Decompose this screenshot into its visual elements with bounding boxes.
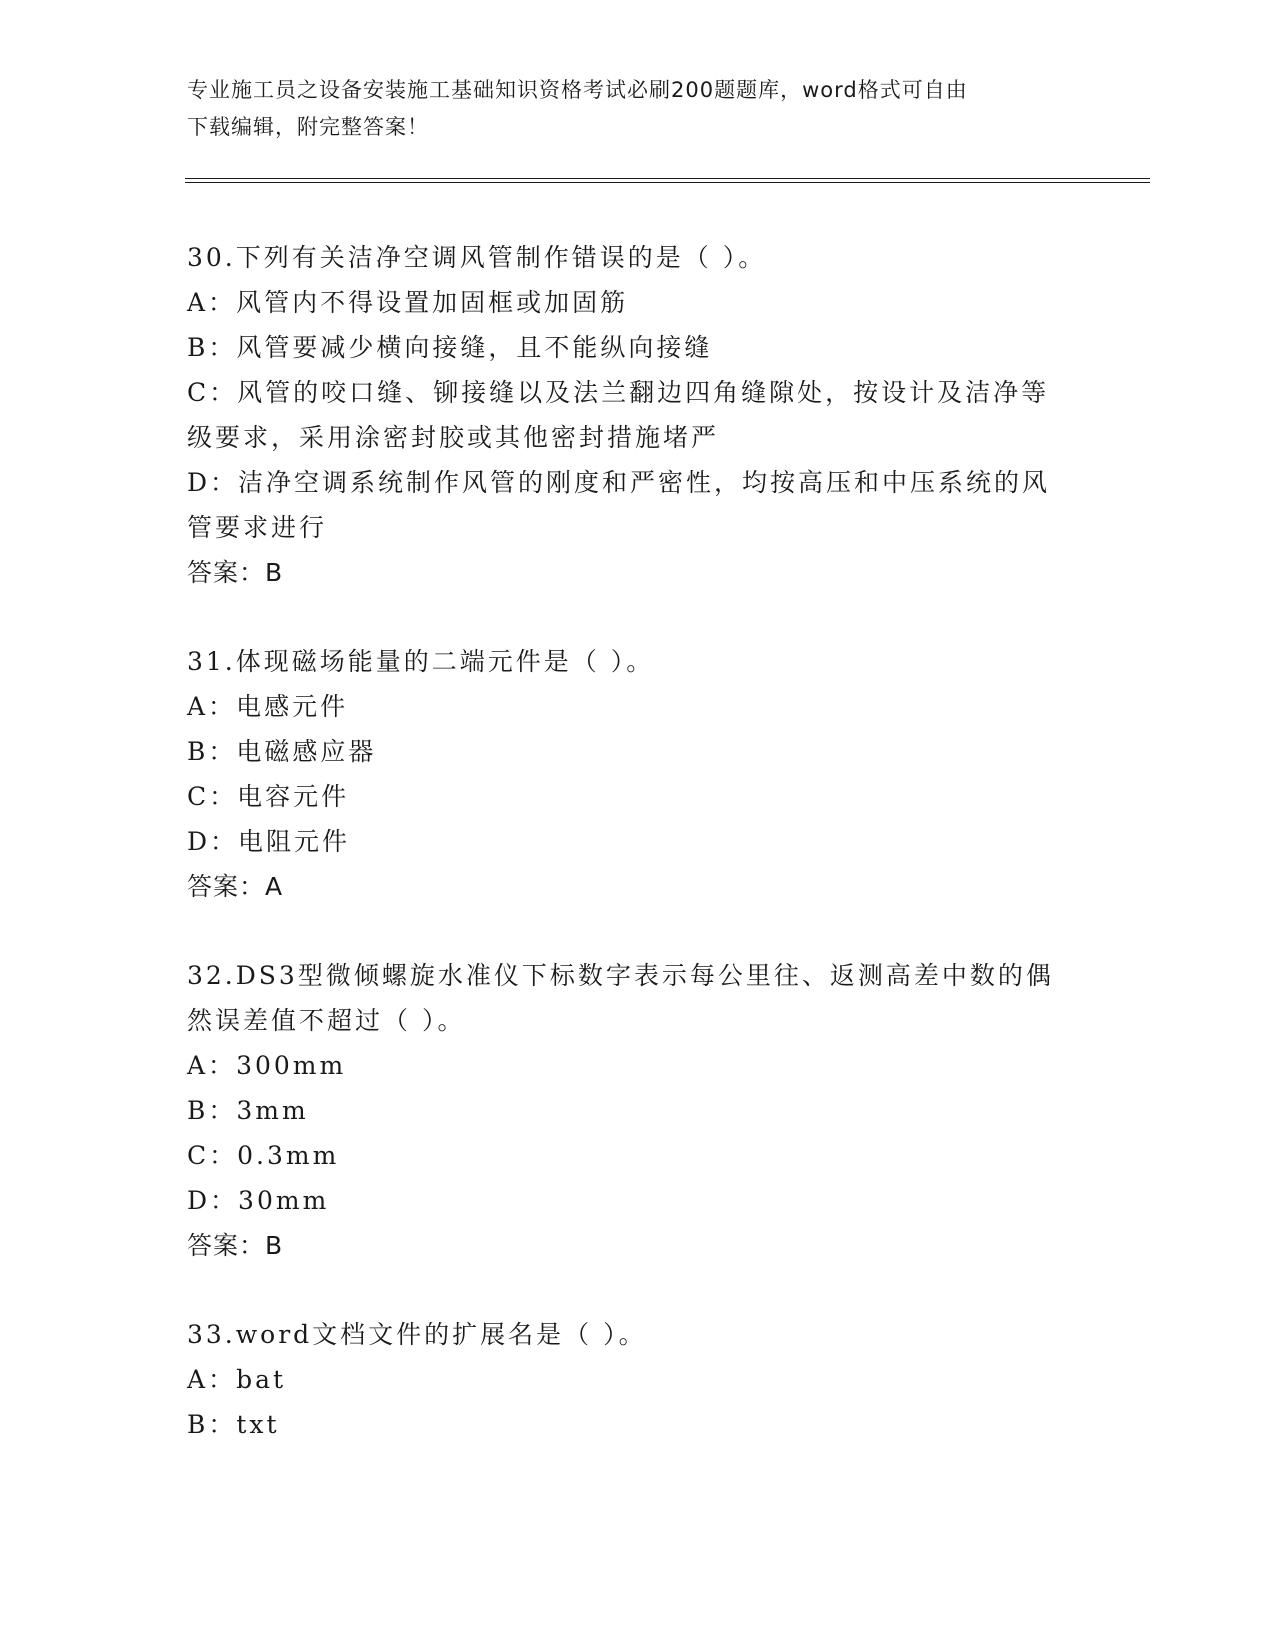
question-stem: 33.word文档文件的扩展名是（ ）。 — [187, 1320, 647, 1349]
option-letter: B： — [187, 1096, 237, 1125]
option-b — [187, 1402, 1067, 1447]
question-stem: 30.下列有关洁净空调风管制作错误的是（ ）。 — [187, 243, 767, 272]
answer-label: 答案：B — [187, 1231, 284, 1260]
option-letter: D： — [187, 468, 239, 497]
document-header — [187, 72, 1067, 146]
option-a — [187, 1043, 1067, 1088]
answer-label: 答案：B — [187, 558, 284, 587]
option-a — [187, 1357, 1067, 1402]
option-text: 300mm — [236, 1051, 347, 1080]
question-31 — [187, 639, 1067, 909]
option-text: 风管内不得设置加固框或加固筋 — [236, 288, 629, 317]
option-a — [187, 280, 1067, 325]
option-letter: B： — [187, 333, 237, 362]
option-b — [187, 1088, 1067, 1133]
option-letter: D： — [187, 827, 239, 856]
option-letter: D： — [187, 1186, 239, 1215]
option-text: 电阻元件 — [238, 827, 351, 856]
option-b — [187, 325, 1067, 370]
option-text: txt — [236, 1410, 280, 1439]
option-text: 3mm — [236, 1096, 309, 1125]
question-32 — [187, 953, 1067, 1268]
option-text: bat — [236, 1365, 287, 1394]
option-text: 电感元件 — [236, 692, 349, 721]
option-text: 风管的咬口缝、铆接缝以及法兰翻边四角缝隙处，按设计及洁净等级要求，采用涂密封胶或其他密封措施堵严 — [187, 378, 1050, 452]
option-text: 风管要减少横向接缝，且不能纵向接缝 — [236, 333, 713, 362]
option-letter: C： — [187, 378, 238, 407]
option-letter: A： — [187, 692, 237, 721]
option-letter: C： — [187, 782, 238, 811]
option-text: 洁净空调系统制作风管的刚度和严密性，均按高压和中压系统的风管要求进行 — [187, 468, 1051, 542]
option-a — [187, 684, 1067, 729]
option-text: 电磁感应器 — [236, 737, 377, 766]
question-33 — [187, 1312, 1067, 1447]
header-line-1: 专业施工员之设备安装施工基础知识资格考试必刷200题题库，word格式可自由 — [187, 78, 968, 102]
question-30 — [187, 235, 1067, 595]
option-d — [187, 460, 1067, 550]
option-letter: C： — [187, 1141, 238, 1170]
option-text: 0.3mm — [237, 1141, 340, 1170]
option-letter: A： — [187, 1365, 237, 1394]
option-d — [187, 1178, 1067, 1223]
option-letter: B： — [187, 737, 237, 766]
option-letter: A： — [187, 288, 237, 317]
option-text: 电容元件 — [237, 782, 350, 811]
question-stem: 31.体现磁场能量的二端元件是（ ）。 — [187, 647, 655, 676]
option-letter: B： — [187, 1410, 237, 1439]
option-text: 30mm — [238, 1186, 330, 1215]
question-stem: 32.DS3型微倾螺旋水准仪下标数字表示每公里往、返测高差中数的偶然误差值不超过（ ）。 — [187, 961, 1054, 1035]
option-c — [187, 774, 1067, 819]
option-c — [187, 1133, 1067, 1178]
option-b — [187, 729, 1067, 774]
option-d — [187, 819, 1067, 864]
option-letter: A： — [187, 1051, 237, 1080]
answer-label: 答案：A — [187, 872, 284, 901]
header-line-2: 下载编辑，附完整答案！ — [187, 115, 429, 139]
header-divider-bottom — [185, 182, 1150, 183]
option-c — [187, 370, 1067, 460]
header-divider-top — [185, 178, 1150, 179]
question-list — [187, 235, 1067, 1491]
